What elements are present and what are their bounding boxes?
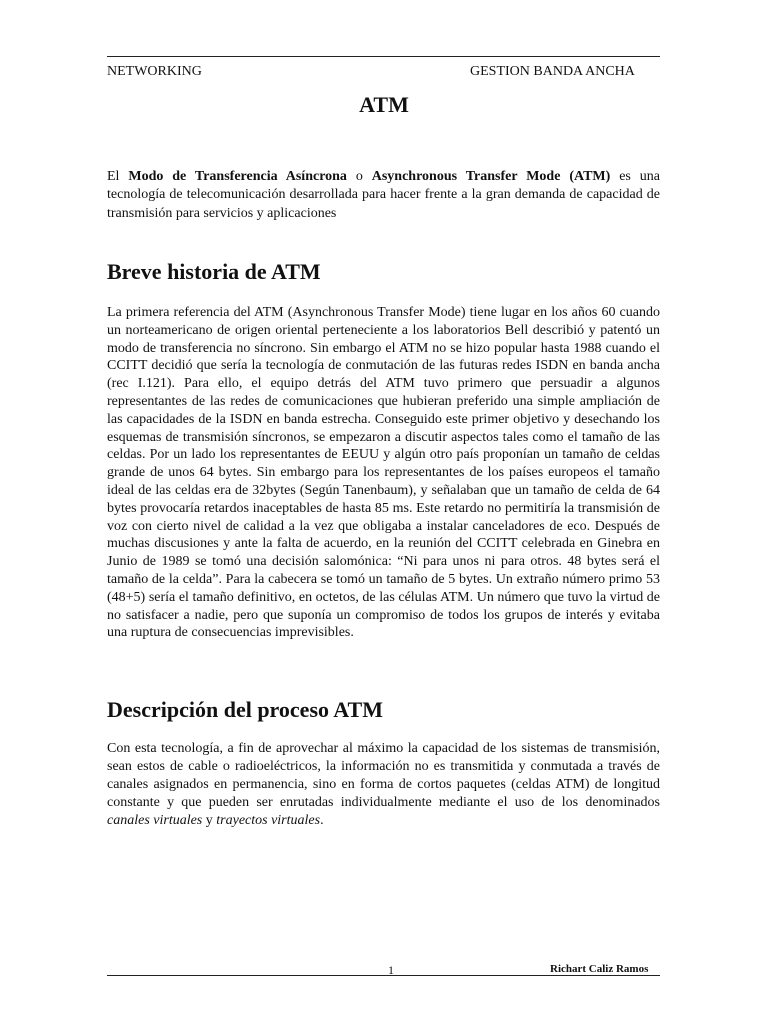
section-heading-proceso: Descripción del proceso ATM (107, 697, 383, 722)
header-right-text: GESTION BANDA ANCHA (470, 64, 635, 79)
intro-bold-term-2: Asynchronous Transfer Mode (ATM) (371, 169, 611, 184)
header-rule (107, 56, 660, 57)
intro-bold-term-1: Modo de Transferencia Asíncrona (128, 169, 347, 184)
section-body-historia: La primera referencia del ATM (Asynchronous Transfer Mode) tiene lugar en los años 60 cuando un norteamericano de origen oriental perteneciente a los laboratorios Bell describió y patentó un modo de transferencia no síncrono. Sin embargo el ATM no se hizo popular hasta 1988 cuando el CCITT decidió que sería la tecnología de conmutación de las futuras redes ISDN en banda ancha (rec I.121). Para ello, el equipo detrás del ATM tuvo primero que persuadir a algunos representantes de las redes de comunicaciones que hubieran preferido una simple ampliación de las capacidades de la ISDN en banda estrecha. Conseguido este primer objetivo y desechando los esquemas de transmisión síncronos, se empezaron a discutir aspectos tales como el tamaño de las celdas. Por un lado los representantes de EEUU y algún otro país proponían un tamaño de celdas grande de unos 64 bytes. Sin embargo para los representantes de los países europeos el tamaño ideal de las celdas era de 32bytes (Según Tanenbaum), y señalaban que un tamaño de celda de 64 bytes provocaría retardos inaceptables de hasta 85 ms. Este retardo no permitiría la transmisión de voz con cierto nivel de calidad a la vez que obligaba a instalar canceladores de eco. Después de muchas discusiones y ante la falta de acuerdo, en la reunión del CCITT celebrada en Ginebra en Junio de 1989 se tomó una decisión salomónica: “Ni para unos ni para otros. 48 bytes será el tamaño de la celda”. Para la cabecera se tomó un tamaño de 5 bytes. Un extraño número primo 53 (48+5) sería el tamaño definitivo, en octetos, de las células ATM. Un número que tuvo la virtud de no satisfacer a nadie, pero que suponía un compromiso de todos los grupos de interés y evitaba una ruptura de consecuencias imprevisibles. (107, 305, 660, 641)
proceso-italic-term-2: trayectos virtuales (216, 813, 321, 829)
footer-author: Richart Caliz Ramos (550, 963, 649, 975)
proceso-italic-term-1: canales virtuales (107, 813, 203, 829)
proceso-text-3: . (320, 813, 324, 829)
intro-text-1: El (107, 169, 129, 184)
document-title: ATM (359, 92, 409, 117)
page-number: 1 (388, 963, 394, 977)
proceso-text-1: Con esta tecnología, a fin de aprovechar al máximo la capacidad de los sistemas de transmisión, sean estos de cable o radioeléctricos, la información no es transmitida y conmutada a través de canales asignados en permanencia, sino en forma de cortos paquetes (celdas ATM) de longitud constante y que pueden ser enrutadas individualmente mediante el uso de los denominados (107, 741, 660, 811)
intro-text-3: es una tecnología de telecomunicación desarrollada para hacer frente a la gran demanda de capacidad de transmisión para servicios y aplicaciones (107, 169, 660, 221)
intro-text-2: o (346, 169, 372, 184)
header-left-text: NETWORKING (107, 64, 202, 79)
section-heading-historia: Breve historia de ATM (107, 259, 321, 284)
footer-rule (107, 975, 660, 976)
proceso-text-2: y (202, 813, 217, 829)
intro-paragraph (107, 168, 660, 223)
section-body-proceso (107, 740, 660, 830)
